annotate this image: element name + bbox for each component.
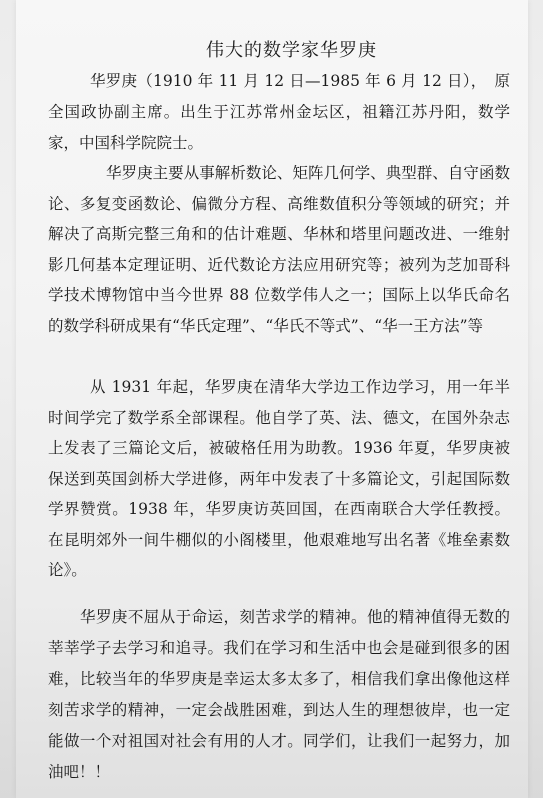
document-title: 伟大的数学家华罗庚 xyxy=(206,40,377,61)
paragraph-conclusion: 华罗庚不屈从于命运，刻苦求学的精神。他的精神值得无数的莘莘学子去学习和追寻。我们在学习和生活中也会是碰到很多的困难，比较当年的华罗庚是幸运太多太多了，相信我们拿出像他这样刻苦求学的精神，一定会战胜困难，到达人生的理想彼岸，也一定能做一个对祖国对社会有用的人才。同学们，让我们一起努力，加油吧！！ xyxy=(48,608,510,781)
paragraph-biography: 华罗庚（1910 年 11 月 12 日—1985 年 6 月 12 日）， 原全国政协副主席。出生于江苏常州金坛区，祖籍江苏丹阳，数学家，中国科学院院士。 xyxy=(48,72,510,152)
paragraph-research: 华罗庚主要从事解析数论、矩阵几何学、典型群、自守函数论、多复变函数论、偏微分方程、高维数值积分等领域的研究；并解决了高斯完整三角和的估计难题、华林和塔里问题改进、一维射影几何基本定理证明、近代数论方法应用研究等；被列为芝加哥科学技术博物馆中当今世界 88 位数学伟人之一；国际上以华氏命名的数学科研成果有“华氏定理”、“华氏不等式”、“华一王方法”等 xyxy=(48,164,510,335)
paragraph-career: 从 1931 年起，华罗庚在清华大学边工作边学习，用一年半时间学完了数学系全部课程。他自学了英、法、德文，在国外杂志上发表了三篇论文后，被破格任用为助教。1936 年夏，华罗庚被保送到英国剑桥大学进修，两年中发表了十多篇论文，引起国际数学界赞赏。1938 年，华罗庚访英回国，在西南联合大学任教授。在昆明郊外一间牛棚似的小阁楼里，他艰难地写出名著《堆垒素数论》。 xyxy=(48,378,510,579)
